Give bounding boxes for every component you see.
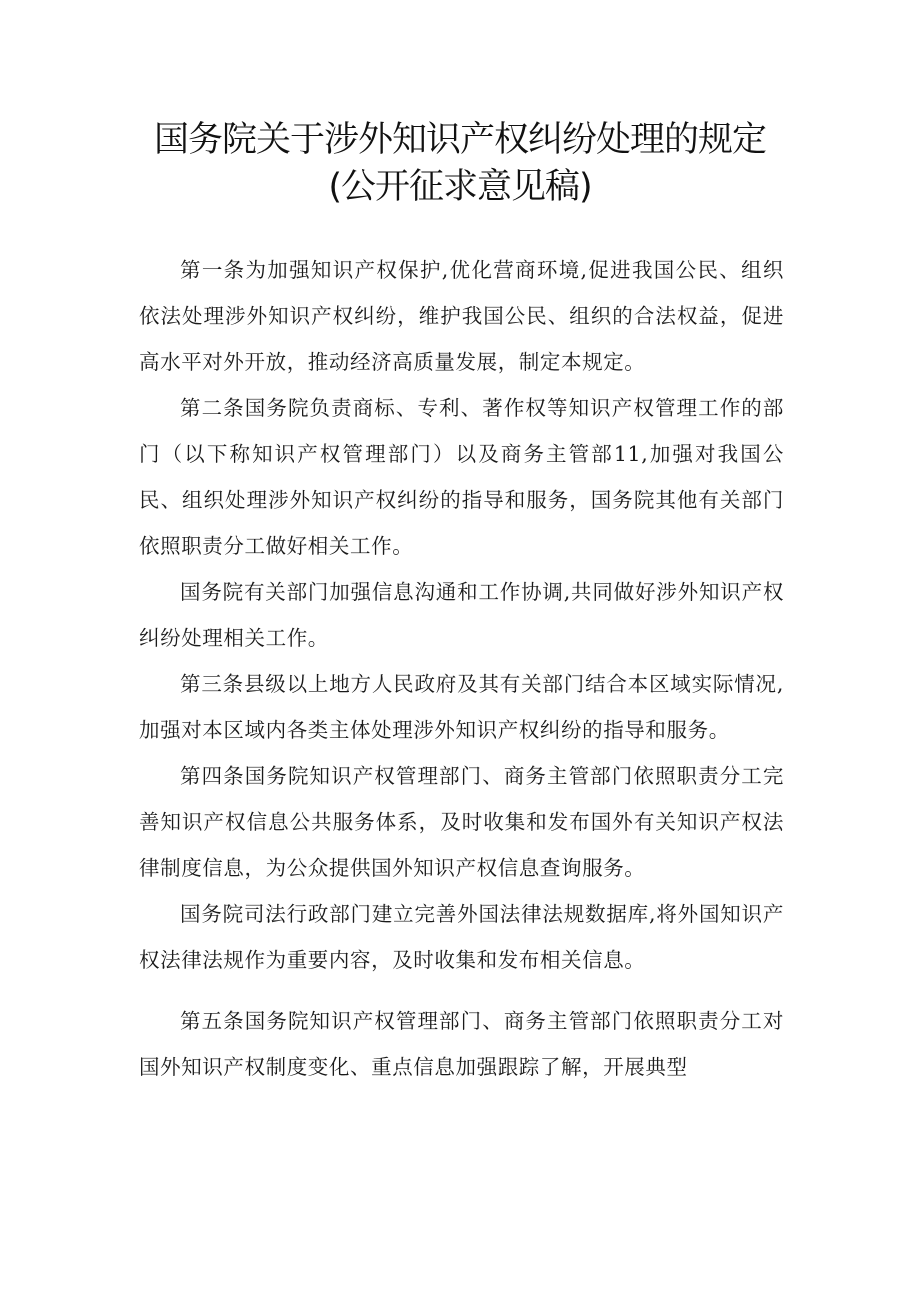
article-2-paragraph-2: 国务院有关部门加强信息沟通和工作协调,共同做好涉外知识产权纠纷处理相关工作。 xyxy=(139,580,784,650)
article-5-paragraph: 第五条国务院知识产权管理部门、商务主管部门依照职责分工对国外知识产权制度变化、重点信息加强跟踪了解，开展典型 xyxy=(139,1009,784,1079)
document-title: 国务院关于涉外知识产权纠纷处理的规定 xyxy=(153,120,766,160)
article-2-paragraph: 第二条国务院负责商标、专利、著作权等知识产权管理工作的部门（以下称知识产权管理部门）以及商务主管部11,加强对我国公民、组织处理涉外知识产权纠纷的指导和服务，国务院其他有关部门依照职责分工做好相关工作。 xyxy=(139,396,784,558)
article-1-paragraph: 第一条为加强知识产权保护,优化营商环境,促进我国公民、组织依法处理涉外知识产权纠纷，维护我国公民、组织的合法权益，促进高水平对外开放，推动经济高质量发展，制定本规定。 xyxy=(139,258,784,374)
article-3-paragraph: 第三条县级以上地方人民政府及其有关部门结合本区域实际情况,加强对本区域内各类主体处理涉外知识产权纠纷的指导和服务。 xyxy=(139,672,784,742)
article-4-paragraph: 第四条国务院知识产权管理部门、商务主管部门依照职责分工完善知识产权信息公共服务体系，及时收集和发布国外有关知识产权法律制度信息，为公众提供国外知识产权信息查询服务。 xyxy=(139,764,784,880)
article-4-paragraph-2: 国务院司法行政部门建立完善外国法律法规数据库,将外国知识产权法律法规作为重要内容，及时收集和发布相关信息。 xyxy=(139,902,784,972)
document-body xyxy=(139,247,784,1090)
document-subtitle: (公开征求意见稿) xyxy=(328,167,592,207)
